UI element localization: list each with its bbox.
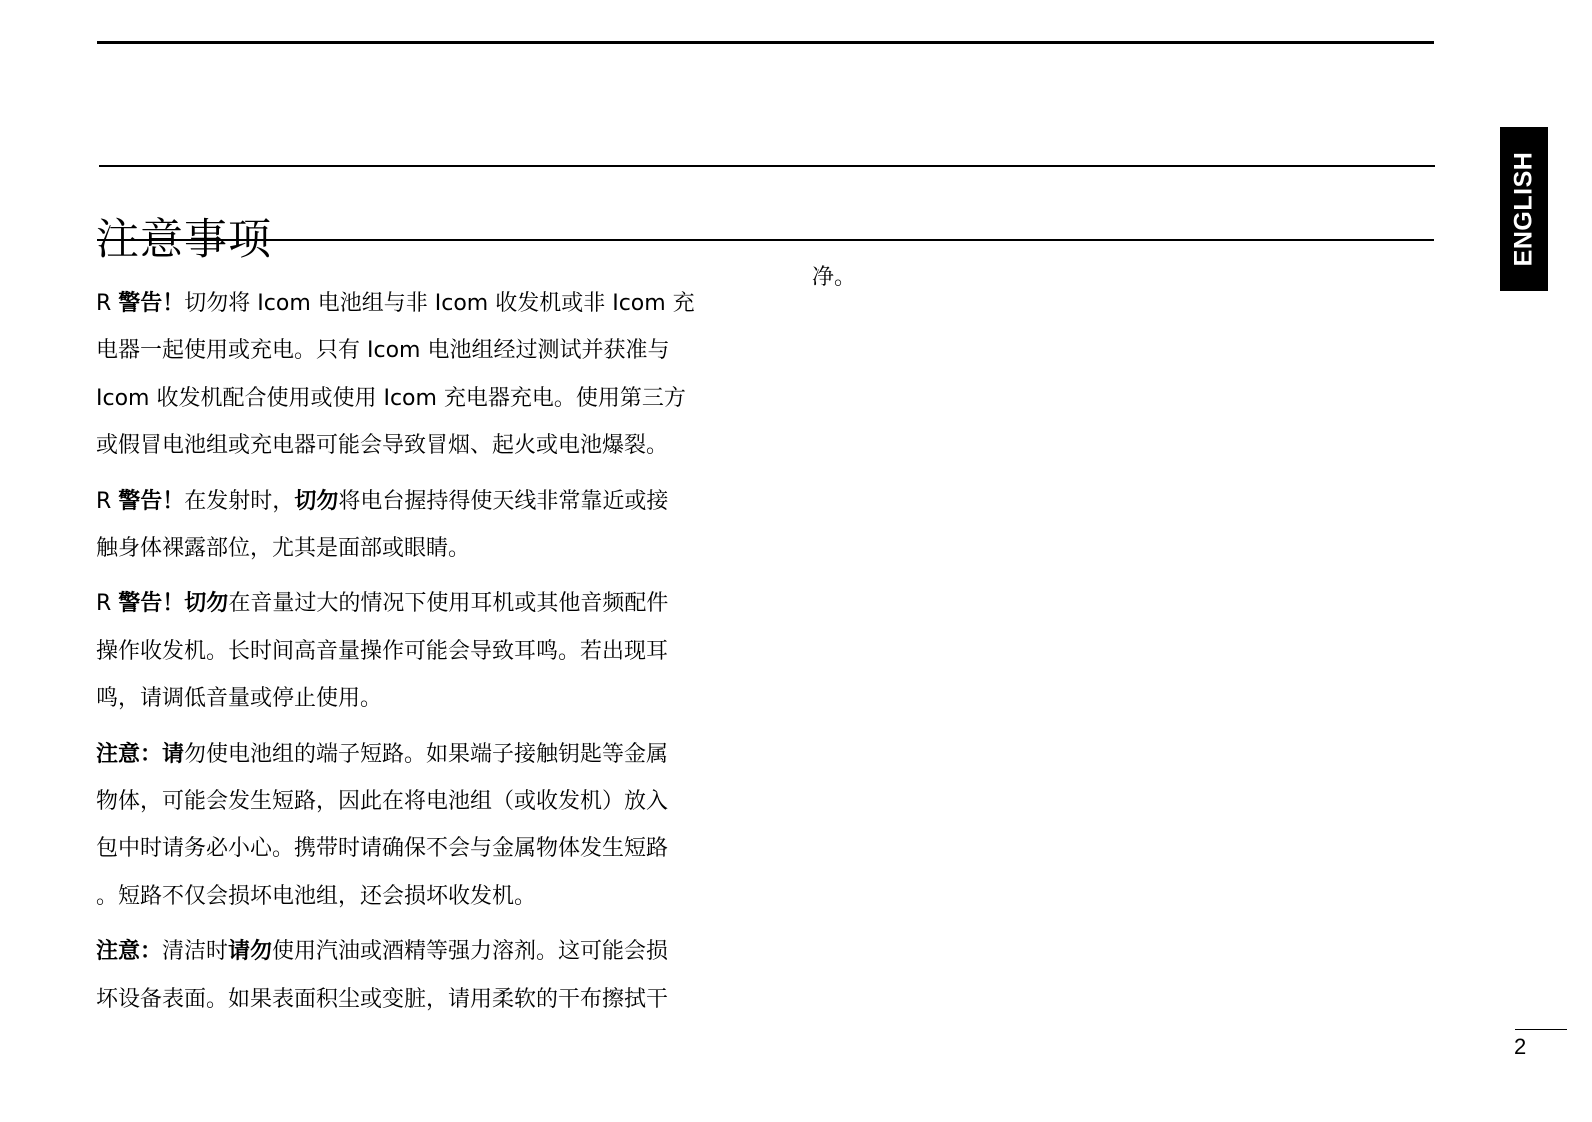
caution-paragraph-2: [96, 928, 724, 1023]
warning-paragraph-2: [96, 478, 724, 573]
emphasis-text: 切勿: [184, 591, 229, 617]
warning-marker: R: [96, 488, 119, 514]
language-tab-label: ENGLISH: [1509, 151, 1538, 267]
caution-lead: 注意：: [96, 741, 163, 767]
section-title: 注意事项: [96, 214, 272, 265]
paragraph-text: 使用汽油或酒精等强力溶剂。这可能会损 坏设备表面。如果表面积尘或变脏，请用柔软的干布擦拭干: [96, 939, 669, 1012]
caution-lead: 注意：: [96, 939, 163, 965]
warning-paragraph-3: [96, 580, 724, 722]
language-tab: [1500, 127, 1548, 291]
paragraph-text: 切勿将 Icom 电池组与非 Icom 收发机或非 Icom 充 电器一起使用或充电。只有 Icom 电池组经过测试并获准与 Icom 收发机配合使用或使用 Icom 充电器充电。使用第三方 或假冒电池组或充电器可能会导致冒烟、起火或电池爆裂。: [96, 291, 695, 459]
warning-marker: R: [96, 591, 119, 617]
emphasis-text: 请: [162, 741, 185, 767]
top-rule: [97, 41, 1434, 44]
warning-lead: 警告！: [118, 591, 185, 617]
title-rule-top: [99, 165, 1435, 167]
continuation-text: 净。: [812, 265, 857, 290]
page-number: 2: [1514, 1034, 1527, 1059]
warning-paragraph-1: [96, 280, 724, 470]
page-number-rule: [1515, 1029, 1567, 1030]
paragraph-text-before: 清洁时: [162, 939, 229, 965]
paragraph-text: 将电台握持得使天线非常靠近或接 触身体裸露部位，尤其是面部或眼睛。: [96, 488, 669, 562]
paragraph-text: 勿使电池组的端子短路。如果端子接触钥匙等金属 物体，可能会发生短路，因此在将电池组（或收发机）放入 包中时请务必小心。携带时请确保不会与金属物体发生短路 。短路不仅会损坏电池组，还会损坏收发机。: [96, 741, 669, 909]
caution-paragraph-1: [96, 731, 724, 921]
emphasis-text: 切勿: [294, 488, 339, 514]
paragraph-text-before: 在发射时，: [184, 488, 295, 514]
warning-marker: R: [96, 291, 119, 316]
right-column: [812, 256, 856, 300]
left-column: [96, 280, 724, 1031]
paragraph-text: 在音量过大的情况下使用耳机或其他音频配件 操作收发机。长时间高音量操作可能会导致耳鸣。若出现耳 鸣，请调低音量或停止使用。: [96, 591, 669, 712]
emphasis-text: 请勿: [228, 939, 273, 965]
warning-lead: 警告！: [118, 488, 185, 514]
warning-lead: 警告！: [118, 291, 185, 316]
title-rule-bottom: [97, 239, 1434, 241]
